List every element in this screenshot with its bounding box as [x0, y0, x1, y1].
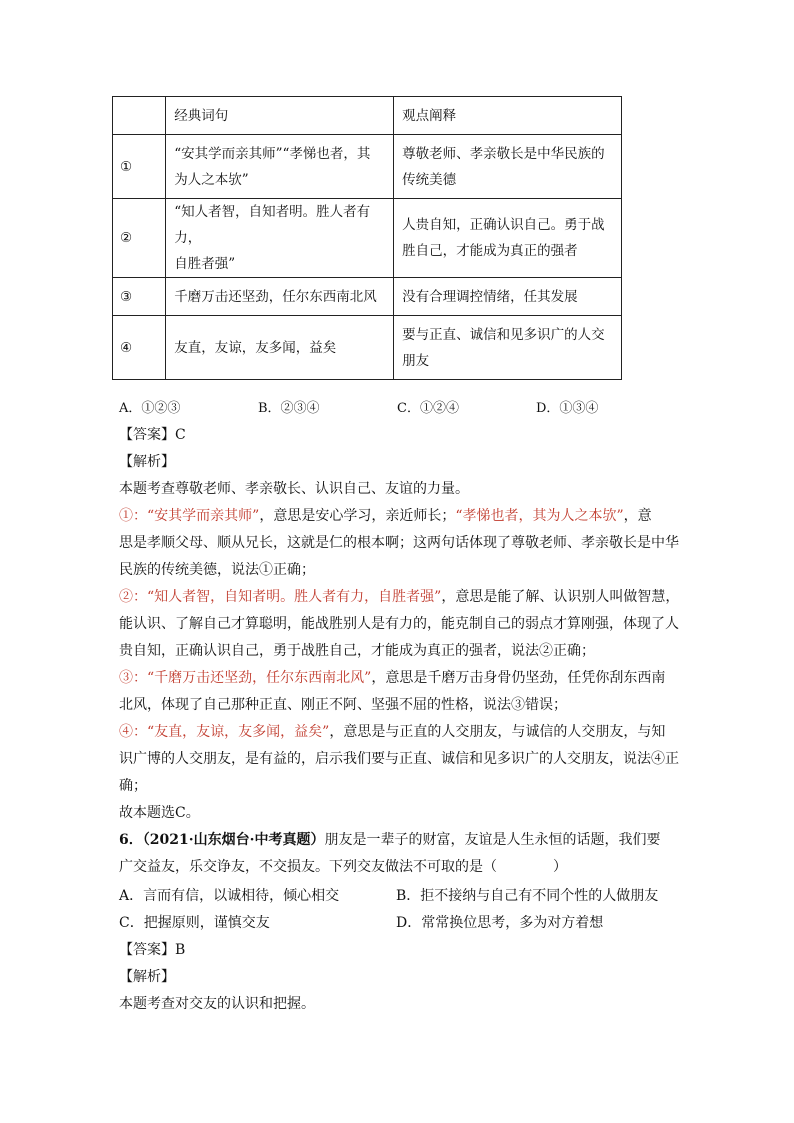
- q5-option-d: D．①③④: [536, 401, 599, 416]
- table-row: [113, 278, 622, 316]
- q6-stem: 6．（2021·山东烟台·中考真题）朋友是一辈子的财富，友谊是人生永恒的话题，我们要: [119, 832, 661, 848]
- quote-cell: “安其学而亲其师”“孝悌也者，其 为人之本欤”: [166, 135, 394, 199]
- q5-intro: 本题考查尊敬老师、孝亲敬长、认识自己、友谊的力量。: [119, 481, 469, 497]
- view-cell: 要与正直、诚信和见多识广的人交 朋友: [394, 316, 622, 380]
- q5-option-b: B．②③④: [258, 401, 320, 416]
- table-row: [113, 199, 622, 278]
- q6-option-d: D．常常换位思考，多为对方着想: [396, 915, 604, 931]
- q5-option-c: C．①②④: [397, 401, 459, 416]
- row-number: ①: [113, 135, 166, 199]
- table-header-cell: 经典词句: [166, 97, 394, 135]
- quote-cell: “知人者智，自知者明。胜人者有力， 自胜者强”: [166, 199, 394, 278]
- q6-answer: 【答案】B: [119, 942, 186, 958]
- q6-option-b: B．拒不接纳与自己有不同个性的人做朋友: [396, 888, 659, 904]
- quote-cell: 友直，友谅，友多闻，益矣: [166, 316, 394, 380]
- quote-cell: 千磨万击还坚劲，任尔东西南北风: [166, 278, 394, 316]
- view-cell: 没有合理调控情绪，任其发展: [394, 278, 622, 316]
- view-cell: 人贵自知，正确认识自己。勇于战 胜自己，才能成为真正的强者: [394, 199, 622, 278]
- table-row: [113, 135, 622, 199]
- quote-table: [112, 96, 622, 380]
- q5-analysis-4-end: 确；: [119, 778, 147, 794]
- q5-analysis-label: 【解析】: [119, 454, 175, 470]
- q5-conclusion: 故本题选C。: [119, 805, 200, 821]
- q5-analysis-1-cont: 思是孝顺父母、顺从兄长，这就是仁的根本啊；这两句话体现了尊敬老师、孝亲敬长是中华: [119, 535, 679, 551]
- row-number: ②: [113, 199, 166, 278]
- table-row: [113, 316, 622, 380]
- q6-analysis-label: 【解析】: [119, 969, 175, 985]
- table-header-cell: [113, 97, 166, 135]
- view-cell: 尊敬老师、孝亲敬长是中华民族的 传统美德: [394, 135, 622, 199]
- q5-analysis-3: ③：“千磨万击还坚劲，任尔东西南北风”，意思是千磨万击身骨仍坚劲，任凭你刮东西南: [119, 670, 666, 686]
- q5-answer: 【答案】C: [119, 427, 186, 443]
- table-header-cell: 观点阐释: [394, 97, 622, 135]
- q5-analysis-3-cont: 北风，体现了自己那种正直、刚正不阿、坚强不屈的性格，说法③错误；: [119, 697, 567, 713]
- table-header-row: [113, 97, 622, 135]
- q5-analysis-1-end: 民族的传统美德，说法①正确；: [119, 562, 315, 578]
- q5-analysis-2-cont: 能认识、了解自己才算聪明，能战胜别人是有力的，能克制自己的弱点才算刚强，体现了人: [119, 616, 679, 632]
- q5-analysis-4: ④：“友直，友谅，友多闻，益矣”，意思是与正直的人交朋友，与诚信的人交朋友，与知: [119, 724, 666, 740]
- q6-option-c: C．把握原则，谨慎交友: [119, 915, 270, 931]
- q6-stem-cont: 广交益友，乐交诤友，不交损友。下列交友做法不可取的是（ ）: [119, 859, 567, 875]
- q5-option-a: A．①②③: [119, 401, 181, 416]
- row-number: ④: [113, 316, 166, 380]
- q5-analysis-2-end: 贵自知，正确认识自己，勇于战胜自己，才能成为真正的强者，说法②正确；: [119, 643, 595, 659]
- q6-intro: 本题考查对交友的认识和把握。: [119, 996, 315, 1012]
- q5-analysis-2: ②：“知人者智，自知者明。胜人者有力，自胜者强”，意思是能了解、认识别人叫做智慧，: [119, 589, 680, 605]
- row-number: ③: [113, 278, 166, 316]
- q5-analysis-4-cont: 识广博的人交朋友，是有益的，启示我们要与正直、诚信和见多识广的人交朋友，说法④正: [119, 751, 679, 767]
- q6-option-a: A．言而有信，以诚相待，倾心相交: [119, 888, 340, 904]
- q5-analysis-1: ①：“安其学而亲其师”，意思是安心学习，亲近师长；“孝悌也者，其为人之本欤”，意: [119, 508, 652, 524]
